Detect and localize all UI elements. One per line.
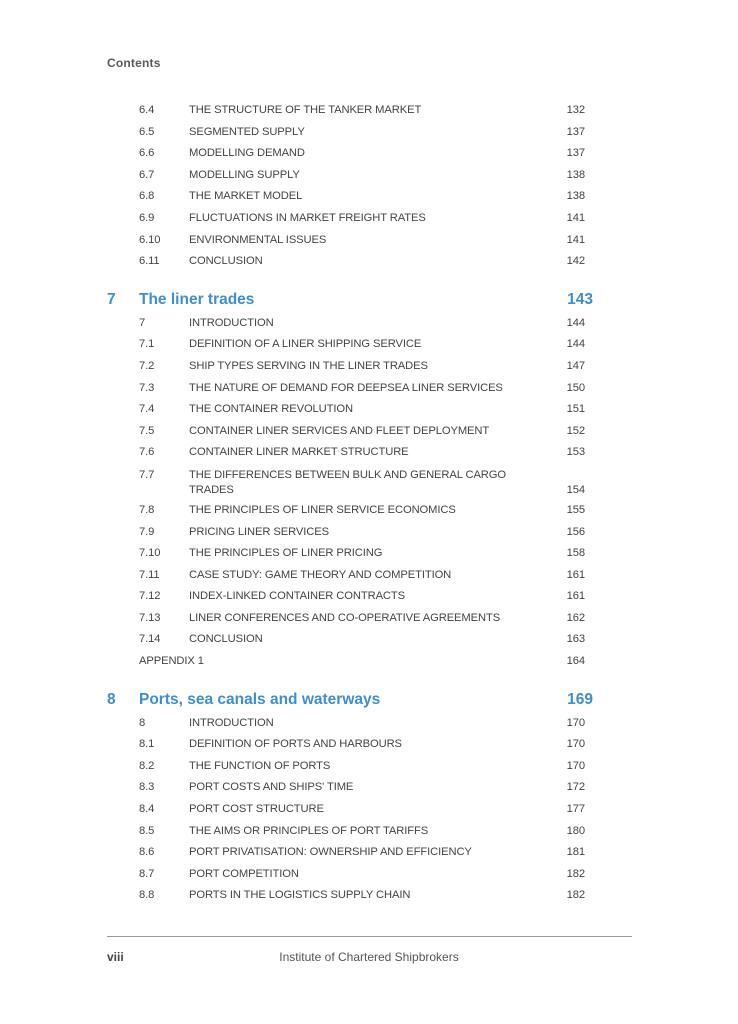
entry-title: DEFINITION OF A LINER SHIPPING SERVICE — [189, 338, 422, 351]
toc-entry[interactable] — [0, 208, 738, 230]
entry-page: 177 — [566, 803, 585, 816]
entry-number: 7.14 — [139, 633, 161, 646]
entry-page: 162 — [566, 611, 585, 624]
entry-number: 8.2 — [139, 759, 155, 772]
entry-title: INTRODUCTION — [189, 716, 274, 729]
entry-number: 7.12 — [139, 590, 161, 603]
entry-title: THE PRINCIPLES OF LINER SERVICE ECONOMICS — [189, 503, 456, 516]
toc-entry[interactable] — [0, 522, 738, 544]
toc-entry[interactable] — [0, 777, 738, 799]
entry-number: 7.10 — [139, 547, 161, 560]
chapter-title: The liner trades — [139, 290, 255, 308]
entry-number: 8.8 — [139, 889, 155, 902]
entry-title: DEFINITION OF PORTS AND HARBOURS — [189, 738, 402, 751]
chapter-title: Ports, sea canals and waterways — [139, 690, 381, 708]
entry-number: 7.3 — [139, 381, 155, 394]
entry-title: PORT COMPETITION — [189, 867, 299, 880]
toc-entry[interactable] — [0, 821, 738, 843]
toc-entry[interactable] — [0, 186, 738, 208]
entry-title: MODELLING DEMAND — [189, 147, 305, 160]
entry-page: 180 — [566, 824, 585, 837]
entry-number: 6.10 — [139, 233, 161, 246]
entry-title: THE MARKET MODEL — [189, 190, 303, 203]
entry-page: 161 — [566, 590, 585, 603]
toc-entry[interactable] — [0, 799, 738, 821]
entry-page: 138 — [566, 190, 585, 203]
entry-number: 8 — [139, 716, 146, 729]
entry-number: 8.7 — [139, 867, 155, 880]
entry-title: INDEX-LINKED CONTAINER CONTRACTS — [189, 590, 406, 603]
entry-page: 147 — [566, 359, 585, 372]
entry-page: 150 — [566, 381, 585, 394]
entry-number: 6.7 — [139, 168, 155, 181]
toc-entry[interactable] — [0, 885, 738, 907]
entry-number: 7.1 — [139, 338, 155, 351]
entry-number: 6.6 — [139, 147, 155, 160]
toc-entry[interactable] — [0, 464, 738, 500]
entry-number: 7.11 — [139, 568, 160, 581]
entry-title: THE NATURE OF DEMAND FOR DEEPSEA LINER SERVICES — [189, 381, 503, 394]
toc-entry[interactable] — [0, 442, 738, 464]
entry-title: THE FUNCTION OF PORTS — [189, 759, 331, 772]
chapter-heading-7[interactable] — [0, 287, 738, 313]
entry-page: 144 — [566, 338, 585, 351]
toc-entry[interactable] — [0, 864, 738, 886]
chapter-number: 8 — [107, 690, 116, 708]
entry-page: 151 — [566, 403, 585, 416]
entry-number: 7.2 — [139, 359, 155, 372]
chapter-page: 143 — [567, 290, 593, 308]
entry-number: 7.5 — [139, 424, 155, 437]
entry-page: 144 — [566, 316, 585, 329]
entry-number: 7 — [139, 316, 146, 329]
toc-entry[interactable] — [0, 399, 738, 421]
entry-number: 8.3 — [139, 781, 155, 794]
entry-page: 156 — [566, 525, 585, 538]
entry-page: 182 — [566, 889, 585, 902]
entry-number: 6.8 — [139, 190, 155, 203]
toc-entry[interactable] — [0, 378, 738, 400]
entry-page: 154 — [566, 483, 585, 496]
entry-title: FLUCTUATIONS IN MARKET FREIGHT RATES — [189, 211, 426, 224]
entry-title: LINER CONFERENCES AND CO-OPERATIVE AGREEMENTS — [189, 611, 501, 624]
section-6-list — [0, 100, 738, 273]
entry-page: 152 — [566, 424, 585, 437]
entry-title: PORT COSTS AND SHIPS' TIME — [189, 781, 354, 794]
entry-title: THE PRINCIPLES OF LINER PRICING — [189, 547, 383, 560]
entry-number: 8.1 — [139, 738, 155, 751]
entry-title: SEGMENTED SUPPLY — [189, 125, 305, 138]
toc-entry[interactable] — [0, 586, 738, 608]
footer-publisher: Institute of Chartered Shipbrokers — [279, 950, 459, 964]
entry-page: 172 — [566, 781, 585, 794]
toc-entry[interactable] — [0, 842, 738, 864]
entry-number: 7.13 — [139, 611, 161, 624]
entry-title: PORT PRIVATISATION: OWNERSHIP AND EFFICIENCY — [189, 846, 472, 859]
entry-page: 170 — [566, 759, 585, 772]
toc-entry[interactable] — [0, 334, 738, 356]
entry-page: 141 — [566, 233, 585, 246]
entry-page: 161 — [566, 568, 585, 581]
toc-entry[interactable] — [0, 756, 738, 778]
chapter-8-list — [0, 713, 738, 907]
toc-entry[interactable] — [0, 313, 738, 335]
entry-page: 170 — [566, 716, 585, 729]
entry-title: ENVIRONMENTAL ISSUES — [189, 233, 327, 246]
toc-entry[interactable] — [0, 629, 738, 651]
entry-title: THE CONTAINER REVOLUTION — [189, 403, 353, 416]
entry-title: CONTAINER LINER SERVICES AND FLEET DEPLOYMENT — [189, 424, 490, 437]
entry-number: 7.6 — [139, 446, 155, 459]
toc-entry[interactable] — [0, 230, 738, 252]
table-of-contents — [0, 100, 738, 907]
toc-entry[interactable] — [0, 421, 738, 443]
entry-number: 6.5 — [139, 125, 155, 138]
entry-title: THE STRUCTURE OF THE TANKER MARKET — [189, 104, 422, 116]
entry-number: 6.9 — [139, 211, 155, 224]
entry-title: THE DIFFERENCES BETWEEN BULK AND GENERAL CARGO TRADES — [189, 468, 506, 496]
toc-entry[interactable] — [0, 734, 738, 756]
entry-page: 132 — [566, 104, 585, 116]
entry-page: 181 — [566, 846, 585, 859]
toc-entry[interactable] — [0, 713, 738, 735]
footer-rule — [107, 936, 632, 937]
entry-number: 7.4 — [139, 403, 155, 416]
entry-number: 8.6 — [139, 846, 155, 859]
toc-entry[interactable] — [0, 122, 738, 144]
entry-number: 8.4 — [139, 803, 155, 816]
entry-title: MODELLING SUPPLY — [189, 168, 300, 181]
entry-number: 6.4 — [139, 104, 155, 116]
entry-page: 164 — [566, 655, 585, 668]
entry-page: 138 — [566, 168, 585, 181]
entry-page: 155 — [566, 503, 585, 516]
entry-title: THE AIMS OR PRINCIPLES OF PORT TARIFFS — [189, 824, 429, 837]
running-head: Contents — [107, 56, 161, 70]
entry-title: APPENDIX 1 — [139, 655, 204, 668]
entry-page: 137 — [566, 147, 585, 160]
entry-number: 7.8 — [139, 503, 155, 516]
entry-page: 163 — [566, 633, 585, 646]
toc-entry[interactable] — [0, 565, 738, 587]
entry-number: 7.7 — [139, 468, 155, 481]
entry-page: 182 — [566, 867, 585, 880]
toc-entry[interactable] — [0, 543, 738, 565]
entry-title: CONCLUSION — [189, 255, 263, 268]
entry-title: PORTS IN THE LOGISTICS SUPPLY CHAIN — [189, 889, 411, 902]
entry-page: 141 — [566, 211, 585, 224]
entry-title: SHIP TYPES SERVING IN THE LINER TRADES — [189, 359, 428, 372]
entry-page: 142 — [566, 255, 585, 268]
entry-title: INTRODUCTION — [189, 316, 274, 329]
chapter-heading-8[interactable] — [0, 687, 738, 713]
toc-entry-appendix[interactable] — [0, 651, 738, 673]
entry-number: 7.9 — [139, 525, 155, 538]
toc-entry[interactable] — [0, 500, 738, 522]
chapter-7-list — [0, 313, 738, 673]
toc-entry[interactable] — [0, 165, 738, 187]
toc-entry[interactable] — [0, 143, 738, 165]
chapter-number: 7 — [107, 290, 116, 308]
entry-number: 8.5 — [139, 824, 155, 837]
toc-entry[interactable] — [0, 608, 738, 630]
entry-title: PRICING LINER SERVICES — [189, 525, 329, 538]
toc-entry[interactable] — [0, 356, 738, 378]
entry-title: CONCLUSION — [189, 633, 263, 646]
entry-title: PORT COST STRUCTURE — [189, 803, 324, 816]
toc-entry[interactable] — [0, 100, 738, 122]
entry-page: 137 — [566, 125, 585, 138]
chapter-page: 169 — [567, 690, 593, 708]
entry-number: 6.11 — [139, 255, 160, 268]
toc-entry[interactable] — [0, 251, 738, 273]
page-folio: viii — [107, 950, 124, 964]
entry-title: CONTAINER LINER MARKET STRUCTURE — [189, 446, 409, 459]
entry-page: 158 — [566, 547, 585, 560]
entry-title: CASE STUDY: GAME THEORY AND COMPETITION — [189, 568, 452, 581]
entry-page: 153 — [566, 446, 585, 459]
entry-page: 170 — [566, 738, 585, 751]
